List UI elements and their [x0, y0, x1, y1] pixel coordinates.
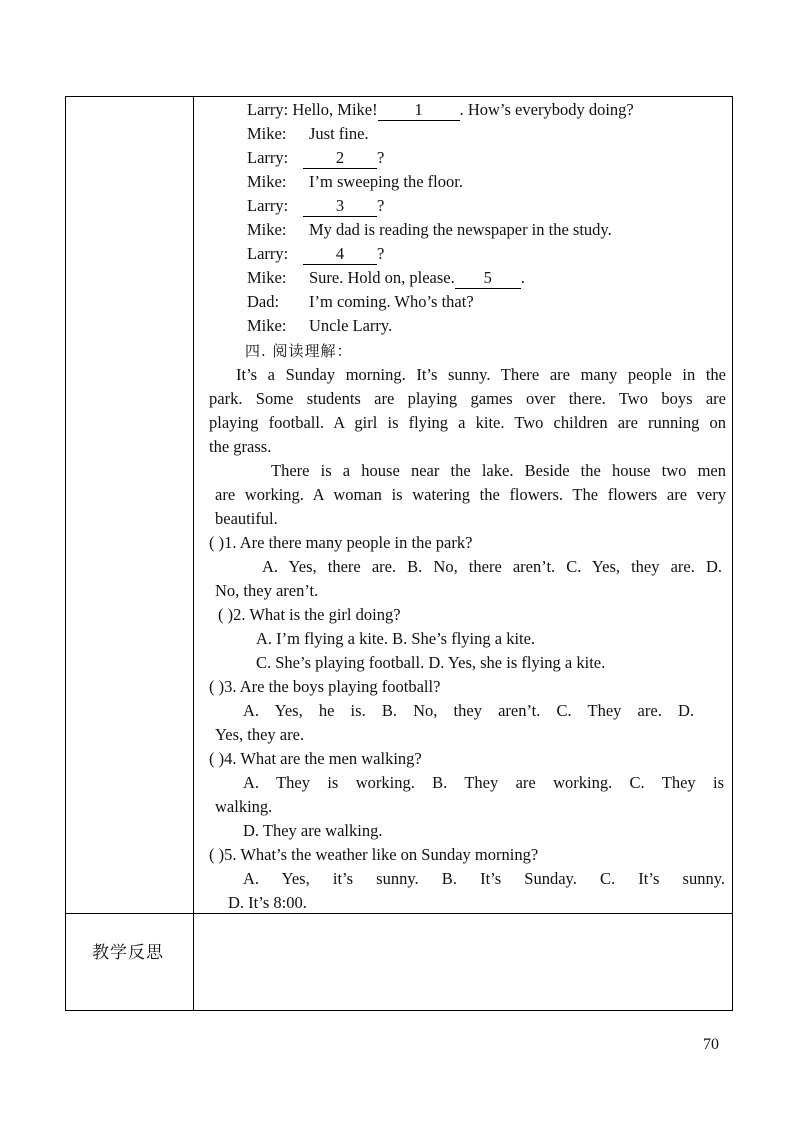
dialogue-text: ?	[377, 244, 385, 263]
dialogue-line-3	[247, 146, 384, 170]
blank-field[interactable]: 1	[378, 100, 460, 121]
dialogue-text: ?	[377, 148, 385, 167]
dialogue-line-9	[247, 290, 474, 314]
page-number: 70	[703, 1036, 719, 1053]
speaker: Mike:	[247, 172, 287, 191]
speaker: Dad:	[247, 292, 280, 311]
speaker: Larry:	[247, 100, 289, 119]
dialogue-text: Just fine.	[309, 124, 369, 143]
dialogue-text: ?	[377, 196, 385, 215]
speaker: Mike:	[247, 220, 287, 239]
dialogue-text: I’m coming. Who’s that?	[309, 292, 474, 311]
passage-line: There is a house near the lake. Beside the house two men	[271, 461, 726, 480]
reflection-label: 教学反思	[92, 943, 164, 963]
dialogue-text: I’m sweeping the floor.	[309, 172, 463, 191]
speaker: Larry:	[247, 196, 289, 215]
question-2-options: A. I’m flying a kite. B. She’s flying a kite.	[256, 629, 536, 648]
blank-field[interactable]: 3	[303, 196, 377, 217]
dialogue-line-6	[247, 218, 612, 242]
passage-line: beautiful.	[215, 509, 278, 528]
blank-field[interactable]: 4	[303, 244, 377, 265]
dialogue-text: .	[520, 268, 525, 287]
speaker: Mike:	[247, 268, 287, 287]
question-2[interactable]: ( )2. What is the girl doing?	[218, 605, 401, 624]
dialogue-text: . How’s everybody doing?	[459, 100, 634, 119]
dialogue-text: My dad is reading the newspaper in the study.	[309, 220, 612, 239]
dialogue-text: Uncle Larry.	[309, 316, 393, 335]
section-title: 四. 阅读理解：	[245, 342, 353, 360]
question-3[interactable]: ( )3. Are the boys playing football?	[209, 677, 441, 696]
dialogue-text: Sure. Hold on, please.	[309, 268, 455, 287]
dialogue-line-1	[247, 98, 634, 122]
passage-line: are working. A woman is watering the flowers. The flowers are very	[215, 485, 726, 504]
question-4-options: walking.	[215, 797, 273, 816]
blank-field[interactable]: 5	[455, 268, 521, 289]
dialogue-line-7	[247, 242, 384, 266]
question-4-options: D. They are walking.	[243, 821, 383, 840]
question-4-options: A. They is working. B. They are working. C. They is	[243, 773, 724, 792]
speaker: Larry:	[247, 244, 289, 263]
dialogue-line-5	[247, 194, 384, 218]
blank-field[interactable]: 2	[303, 148, 377, 169]
question-2-options: C. She’s playing football. D. Yes, she is flying a kite.	[256, 653, 606, 672]
dialogue-line-2	[247, 122, 369, 146]
passage-line: It’s a Sunday morning. It’s sunny. There are many people in the	[236, 365, 726, 384]
passage-line: park. Some students are playing games over there. Two boys are	[209, 389, 726, 408]
question-5-options: A. Yes, it’s sunny. B. It’s Sunday. C. It’s sunny.	[243, 869, 725, 888]
dialogue-text: Hello, Mike!	[292, 100, 378, 119]
question-1-options: No, they aren’t.	[215, 581, 319, 600]
question-5[interactable]: ( )5. What’s the weather like on Sunday morning?	[209, 845, 539, 864]
speaker: Larry:	[247, 148, 289, 167]
question-3-options: A. Yes, he is. B. No, they aren’t. C. They are. D.	[243, 701, 694, 720]
reflection-area[interactable]	[194, 914, 731, 1009]
passage-line: the grass.	[209, 437, 272, 456]
dialogue-line-10	[247, 314, 392, 338]
speaker: Mike:	[247, 316, 287, 335]
question-3-options: Yes, they are.	[215, 725, 305, 744]
speaker: Mike:	[247, 124, 287, 143]
question-1[interactable]: ( )1. Are there many people in the park?	[209, 533, 473, 552]
column-divider	[193, 97, 194, 1010]
question-4[interactable]: ( )4. What are the men walking?	[209, 749, 422, 768]
question-1-options: A. Yes, there are. B. No, there aren’t. C. Yes, they are. D.	[262, 557, 722, 576]
question-5-options: D. It’s 8:00.	[228, 893, 307, 912]
dialogue-line-8	[247, 266, 525, 290]
passage-line: playing football. A girl is flying a kite. Two children are running on	[209, 413, 726, 432]
dialogue-line-4	[247, 170, 463, 194]
